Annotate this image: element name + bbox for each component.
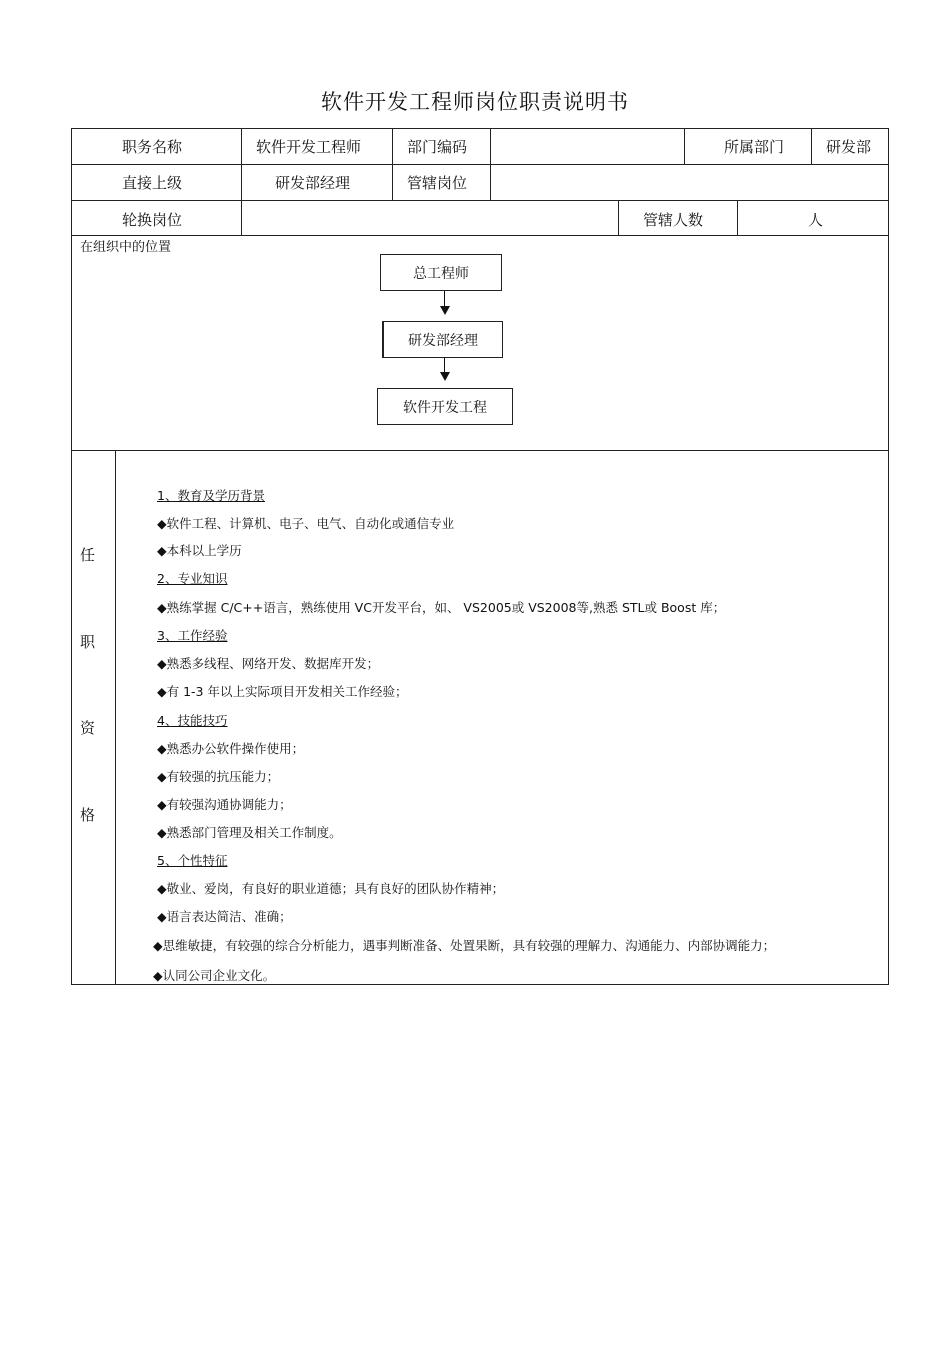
- qualification-side-char: 职: [80, 633, 96, 651]
- col-divider: [115, 450, 116, 985]
- document-title: 软件开发工程师岗位职责说明书: [321, 90, 629, 114]
- col-divider: [737, 200, 738, 235]
- arrow-down-icon: [440, 306, 450, 315]
- section-heading-personality: 5、个性特征: [157, 853, 228, 868]
- dept-code-label: 部门编码: [407, 138, 468, 156]
- row-divider: [71, 450, 889, 451]
- row-divider: [71, 164, 889, 165]
- col-divider: [241, 200, 242, 235]
- list-item: ◆软件工程、计算机、电子、电气、自动化或通信专业: [157, 516, 455, 531]
- col-divider: [618, 200, 619, 235]
- superior-value: 研发部经理: [275, 174, 351, 192]
- list-item: ◆认同公司企业文化。: [153, 968, 276, 983]
- qualification-side-char: 格: [80, 806, 96, 824]
- managed-posts-label: 管辖岗位: [407, 174, 468, 192]
- col-divider: [241, 128, 242, 200]
- list-item: ◆熟悉部门管理及相关工作制度。: [157, 825, 342, 840]
- job-name-label: 职务名称: [122, 138, 183, 156]
- list-item: ◆有较强沟通协调能力；: [157, 797, 292, 812]
- dept-value: 研发部: [826, 138, 872, 156]
- headcount-value: 人: [808, 211, 824, 229]
- row-divider: [71, 200, 889, 201]
- list-item: ◆有较强的抗压能力；: [157, 769, 280, 784]
- org-arrow-line: [444, 291, 445, 307]
- col-divider: [684, 128, 685, 164]
- section-heading-education: 1、教育及学历背景: [157, 488, 265, 503]
- superior-label: 直接上级: [122, 174, 183, 192]
- section-heading-skills: 4、技能技巧: [157, 713, 228, 728]
- row-divider: [71, 235, 889, 236]
- list-item: ◆思维敏捷，有较强的综合分析能力，遇事判断准备、处置果断，具有较强的理解力、沟通能力、内部协调能力；: [153, 938, 776, 953]
- list-item: ◆熟练掌握 C/C++语言，熟练使用 VC开发平台，如、 VS2005或 VS2008等,熟悉 STL或 Boost 库；: [157, 600, 726, 615]
- org-box-chief-engineer: 总工程师: [380, 254, 502, 291]
- col-divider: [392, 128, 393, 200]
- section-heading-knowledge: 2、专业知识: [157, 571, 228, 586]
- org-position-label: 在组织中的位置: [80, 240, 172, 255]
- org-box-rd-manager: 研发部经理: [382, 321, 503, 358]
- list-item: ◆熟悉多线程、网络开发、数据库开发；: [157, 656, 380, 671]
- arrow-down-icon: [440, 372, 450, 381]
- col-divider: [811, 128, 812, 164]
- list-item: ◆语言表达简洁、准确；: [157, 909, 292, 924]
- qualification-side-char: 资: [80, 719, 96, 737]
- org-arrow-line: [444, 358, 445, 373]
- headcount-label: 管辖人数: [643, 211, 704, 229]
- list-item: ◆熟悉办公软件操作使用；: [157, 741, 305, 756]
- section-heading-experience: 3、工作经验: [157, 628, 228, 643]
- list-item: ◆本科以上学历: [157, 543, 242, 558]
- qualification-side-char: 任: [80, 546, 96, 564]
- list-item: ◆有 1-3 年以上实际项目开发相关工作经验；: [157, 684, 408, 699]
- dept-label: 所属部门: [724, 138, 785, 156]
- rotation-post-label: 轮换岗位: [122, 211, 183, 229]
- org-box-software-engineer: 软件开发工程: [377, 388, 513, 425]
- col-divider: [490, 128, 491, 200]
- list-item: ◆敬业、爱岗，有良好的职业道德；具有良好的团队协作精神；: [157, 881, 505, 896]
- job-name-value: 软件开发工程师: [256, 138, 362, 156]
